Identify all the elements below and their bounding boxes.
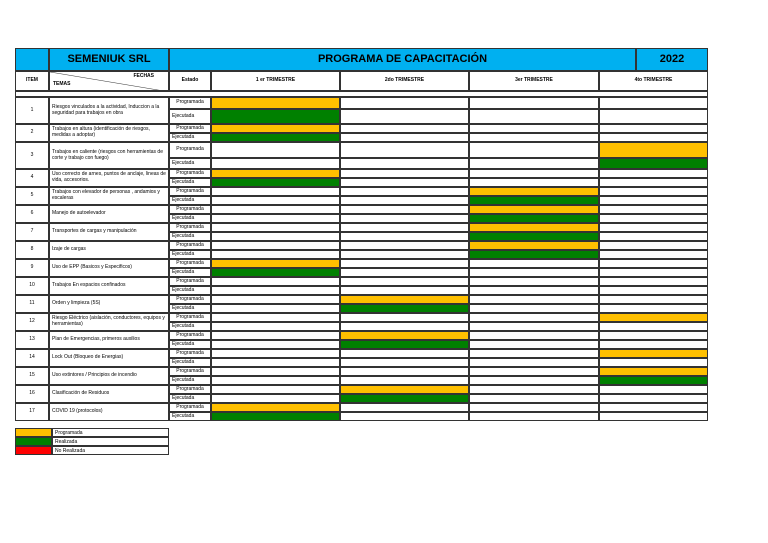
quarter-cell-programada xyxy=(599,241,708,250)
quarter-header-4: 4to TRIMESTRE xyxy=(599,71,708,91)
quarter-header-1: 1 er TRIMESTRE xyxy=(211,71,340,91)
topic-name: Uso de EPP (Basicos y Especificos) xyxy=(49,259,169,277)
quarter-cell-ejecutada xyxy=(340,133,469,142)
status-ejecutada: Ejecutada xyxy=(169,376,211,385)
legend-label: Programada xyxy=(52,428,169,437)
programada-bar xyxy=(211,259,340,268)
realizada-bar xyxy=(211,109,340,124)
quarter-cell-ejecutada xyxy=(469,133,599,142)
status-ejecutada: Ejecutada xyxy=(169,250,211,259)
quarter-cell-ejecutada xyxy=(469,376,599,385)
quarter-cell-ejecutada xyxy=(211,358,340,367)
item-column-header: ITEM xyxy=(15,71,49,91)
quarter-cell-programada xyxy=(211,385,340,394)
quarter-cell-ejecutada xyxy=(469,358,599,367)
status-programada: Programada xyxy=(169,223,211,232)
programada-bar xyxy=(340,295,469,304)
quarter-cell-ejecutada xyxy=(340,412,469,421)
quarter-cell-ejecutada xyxy=(469,340,599,349)
topic-name: Riesgo Eléctrico (aislación, conductores, equipos y herramientas) xyxy=(49,313,169,331)
quarter-cell-ejecutada xyxy=(599,304,708,313)
quarter-cell-ejecutada xyxy=(599,250,708,259)
status-programada: Programada xyxy=(169,187,211,196)
status-ejecutada: Ejecutada xyxy=(169,268,211,277)
item-number: 11 xyxy=(15,295,49,313)
quarter-cell-ejecutada xyxy=(211,250,340,259)
quarter-cell-ejecutada xyxy=(211,286,340,295)
item-number: 15 xyxy=(15,367,49,385)
quarter-cell-programada xyxy=(599,205,708,214)
quarter-cell-programada xyxy=(340,142,469,158)
quarter-cell-ejecutada xyxy=(211,196,340,205)
status-programada: Programada xyxy=(169,385,211,394)
status-ejecutada: Ejecutada xyxy=(169,322,211,331)
quarter-cell-ejecutada xyxy=(469,109,599,124)
quarter-cell-programada xyxy=(469,349,599,358)
quarter-cell-programada xyxy=(340,97,469,109)
quarter-cell-ejecutada xyxy=(599,394,708,403)
status-ejecutada: Ejecutada xyxy=(169,304,211,313)
topic-name: Izaje de cargas xyxy=(49,241,169,259)
quarter-cell-programada xyxy=(211,277,340,286)
quarter-cell-ejecutada xyxy=(469,322,599,331)
status-ejecutada: Ejecutada xyxy=(169,109,211,124)
fechas-label: FECHAS xyxy=(133,73,154,79)
programada-bar xyxy=(211,169,340,178)
item-number: 12 xyxy=(15,313,49,331)
quarter-cell-programada xyxy=(340,403,469,412)
quarter-cell-ejecutada xyxy=(340,268,469,277)
topic-name: Clasificación de Residuos xyxy=(49,385,169,403)
quarter-cell-programada xyxy=(599,385,708,394)
legend-swatch xyxy=(15,437,52,446)
topic-name: Trabajos En espacios confinados xyxy=(49,277,169,295)
quarter-cell-ejecutada xyxy=(599,178,708,187)
quarter-cell-programada xyxy=(469,124,599,133)
quarter-cell-programada xyxy=(469,367,599,376)
programada-bar xyxy=(469,223,599,232)
quarter-cell-programada xyxy=(469,403,599,412)
quarter-cell-programada xyxy=(599,403,708,412)
quarter-cell-ejecutada xyxy=(599,286,708,295)
quarter-cell-ejecutada xyxy=(211,340,340,349)
quarter-cell-programada xyxy=(340,259,469,268)
topic-name: Transportes de cargas y manipulación xyxy=(49,223,169,241)
status-programada: Programada xyxy=(169,205,211,214)
programada-bar xyxy=(211,403,340,412)
program-title: PROGRAMA DE CAPACITACIÓN xyxy=(169,48,636,71)
quarter-cell-programada xyxy=(469,97,599,109)
programada-bar xyxy=(599,349,708,358)
topic-name: Trabajos con elevador de personas , andamios y escaleras xyxy=(49,187,169,205)
quarter-cell-ejecutada xyxy=(469,394,599,403)
quarter-cell-ejecutada xyxy=(340,214,469,223)
quarter-cell-ejecutada xyxy=(599,109,708,124)
topic-name: Orden y limpieza (5S) xyxy=(49,295,169,313)
item-number: 5 xyxy=(15,187,49,205)
quarter-cell-ejecutada xyxy=(340,376,469,385)
quarter-cell-ejecutada xyxy=(340,358,469,367)
programada-bar xyxy=(340,385,469,394)
status-programada: Programada xyxy=(169,295,211,304)
quarter-cell-programada xyxy=(469,259,599,268)
quarter-cell-programada xyxy=(469,142,599,158)
programada-bar xyxy=(469,187,599,196)
quarter-cell-programada xyxy=(469,385,599,394)
temas-label: TEMAS xyxy=(53,81,71,88)
topic-name: Uso correcto de arnes, puntos de anclaje, lineas de vida, accesorios. xyxy=(49,169,169,187)
quarter-cell-ejecutada xyxy=(599,358,708,367)
programada-bar xyxy=(211,124,340,133)
quarter-cell-ejecutada xyxy=(211,158,340,169)
status-ejecutada: Ejecutada xyxy=(169,133,211,142)
quarter-cell-ejecutada xyxy=(599,133,708,142)
realizada-bar xyxy=(340,340,469,349)
quarter-cell-ejecutada xyxy=(340,158,469,169)
quarter-cell-ejecutada xyxy=(340,322,469,331)
status-programada: Programada xyxy=(169,331,211,340)
item-number: 9 xyxy=(15,259,49,277)
quarter-cell-programada xyxy=(211,142,340,158)
quarter-header-2: 2do TRIMESTRE xyxy=(340,71,469,91)
estado-column-header: Estado xyxy=(169,71,211,91)
quarter-cell-programada xyxy=(211,367,340,376)
item-number: 10 xyxy=(15,277,49,295)
quarter-cell-programada xyxy=(211,241,340,250)
quarter-cell-ejecutada xyxy=(340,232,469,241)
quarter-cell-ejecutada xyxy=(340,286,469,295)
status-ejecutada: Ejecutada xyxy=(169,358,211,367)
realizada-bar xyxy=(469,232,599,241)
quarter-cell-programada xyxy=(469,313,599,322)
legend-swatch xyxy=(15,446,52,455)
quarter-cell-programada xyxy=(340,241,469,250)
quarter-cell-programada xyxy=(599,223,708,232)
status-programada: Programada xyxy=(169,241,211,250)
item-number: 7 xyxy=(15,223,49,241)
quarter-cell-programada xyxy=(599,259,708,268)
item-number: 6 xyxy=(15,205,49,223)
status-ejecutada: Ejecutada xyxy=(169,158,211,169)
topic-name: COVID 19 (protocolos) xyxy=(49,403,169,421)
status-ejecutada: Ejecutada xyxy=(169,232,211,241)
quarter-header-3: 3er TRIMESTRE xyxy=(469,71,599,91)
item-number: 14 xyxy=(15,349,49,367)
realizada-bar xyxy=(211,178,340,187)
topic-name: Trabajos en altura (identificación de riesgos, medidas a adoptar) xyxy=(49,124,169,142)
realizada-bar xyxy=(599,376,708,385)
quarter-cell-ejecutada xyxy=(599,214,708,223)
status-ejecutada: Ejecutada xyxy=(169,286,211,295)
quarter-cell-ejecutada xyxy=(211,376,340,385)
realizada-bar xyxy=(211,133,340,142)
status-ejecutada: Ejecutada xyxy=(169,196,211,205)
status-programada: Programada xyxy=(169,124,211,133)
quarter-cell-ejecutada xyxy=(599,340,708,349)
quarter-cell-ejecutada xyxy=(469,158,599,169)
quarter-cell-programada xyxy=(599,187,708,196)
quarter-cell-ejecutada xyxy=(599,196,708,205)
programada-bar xyxy=(469,205,599,214)
quarter-cell-programada xyxy=(469,277,599,286)
quarter-cell-programada xyxy=(599,295,708,304)
status-programada: Programada xyxy=(169,403,211,412)
status-ejecutada: Ejecutada xyxy=(169,178,211,187)
quarter-cell-programada xyxy=(211,349,340,358)
programada-bar xyxy=(599,313,708,322)
programada-bar xyxy=(469,241,599,250)
quarter-cell-ejecutada xyxy=(469,412,599,421)
quarter-cell-programada xyxy=(340,367,469,376)
topic-name: Plan de Emergencias, primeros auxilios xyxy=(49,331,169,349)
realizada-bar xyxy=(340,304,469,313)
topic-name: Manejo de autoelevador xyxy=(49,205,169,223)
status-programada: Programada xyxy=(169,367,211,376)
status-ejecutada: Ejecutada xyxy=(169,394,211,403)
programada-bar xyxy=(340,331,469,340)
status-programada: Programada xyxy=(169,277,211,286)
programada-bar xyxy=(599,142,708,158)
topic-name: Riesgos vinculados a la actividad, Induccion a la seguridad para trabajos en obra xyxy=(49,97,169,124)
quarter-cell-programada xyxy=(340,187,469,196)
item-number: 2 xyxy=(15,124,49,142)
realizada-bar xyxy=(469,214,599,223)
quarter-cell-programada xyxy=(599,97,708,109)
quarter-cell-ejecutada xyxy=(599,412,708,421)
quarter-cell-ejecutada xyxy=(599,232,708,241)
quarter-cell-programada xyxy=(211,205,340,214)
quarter-cell-programada xyxy=(469,331,599,340)
realizada-bar xyxy=(211,268,340,277)
quarter-cell-programada xyxy=(211,331,340,340)
programada-bar xyxy=(599,367,708,376)
quarter-cell-programada xyxy=(211,295,340,304)
program-year: 2022 xyxy=(636,48,708,71)
realizada-bar xyxy=(469,196,599,205)
status-ejecutada: Ejecutada xyxy=(169,214,211,223)
realizada-bar xyxy=(340,394,469,403)
quarter-cell-ejecutada xyxy=(211,232,340,241)
quarter-cell-ejecutada xyxy=(340,178,469,187)
topic-name: Lock Out (Bloqueo de Energias) xyxy=(49,349,169,367)
quarter-cell-ejecutada xyxy=(469,304,599,313)
quarter-cell-programada xyxy=(599,277,708,286)
quarter-cell-ejecutada xyxy=(599,322,708,331)
status-programada: Programada xyxy=(169,97,211,109)
quarter-cell-programada xyxy=(340,313,469,322)
item-number: 8 xyxy=(15,241,49,259)
quarter-cell-programada xyxy=(340,349,469,358)
quarter-cell-ejecutada xyxy=(469,286,599,295)
quarter-cell-programada xyxy=(469,295,599,304)
quarter-cell-programada xyxy=(340,205,469,214)
quarter-cell-programada xyxy=(211,313,340,322)
quarter-cell-programada xyxy=(211,223,340,232)
quarter-cell-ejecutada xyxy=(469,268,599,277)
quarter-cell-ejecutada xyxy=(340,250,469,259)
legend-swatch xyxy=(15,428,52,437)
legend-label: No Realizada xyxy=(52,446,169,455)
quarter-cell-ejecutada xyxy=(340,109,469,124)
quarter-cell-ejecutada xyxy=(340,196,469,205)
programada-bar xyxy=(211,97,340,109)
topic-name: Uso extintores / Principios de incendio xyxy=(49,367,169,385)
quarter-cell-programada xyxy=(599,169,708,178)
item-number: 16 xyxy=(15,385,49,403)
quarter-cell-programada xyxy=(211,187,340,196)
item-number: 17 xyxy=(15,403,49,421)
topic-name: Trabajos en caliente (riesgos con herramientas de corte y trabajo con fuego) xyxy=(49,142,169,169)
realizada-bar xyxy=(599,158,708,169)
status-programada: Programada xyxy=(169,313,211,322)
realizada-bar xyxy=(211,412,340,421)
item-number: 3 xyxy=(15,142,49,169)
quarter-cell-programada xyxy=(340,124,469,133)
legend-label: Realizada xyxy=(52,437,169,446)
quarter-cell-programada xyxy=(599,331,708,340)
quarter-cell-ejecutada xyxy=(599,268,708,277)
status-programada: Programada xyxy=(169,142,211,158)
status-programada: Programada xyxy=(169,169,211,178)
fechas-temas-header xyxy=(49,71,169,91)
quarter-cell-ejecutada xyxy=(211,304,340,313)
item-number: 13 xyxy=(15,331,49,349)
quarter-cell-programada xyxy=(340,169,469,178)
quarter-cell-ejecutada xyxy=(469,178,599,187)
status-ejecutada: Ejecutada xyxy=(169,412,211,421)
quarter-cell-ejecutada xyxy=(211,322,340,331)
item-number: 1 xyxy=(15,97,49,124)
quarter-cell-programada xyxy=(340,277,469,286)
item-number: 4 xyxy=(15,169,49,187)
status-programada: Programada xyxy=(169,349,211,358)
header-corner-cell xyxy=(15,48,49,71)
quarter-cell-programada xyxy=(340,223,469,232)
realizada-bar xyxy=(469,250,599,259)
quarter-cell-ejecutada xyxy=(211,214,340,223)
status-ejecutada: Ejecutada xyxy=(169,340,211,349)
quarter-cell-programada xyxy=(469,169,599,178)
company-name: SEMENIUK SRL xyxy=(49,48,169,71)
status-programada: Programada xyxy=(169,259,211,268)
quarter-cell-ejecutada xyxy=(211,394,340,403)
quarter-cell-programada xyxy=(599,124,708,133)
